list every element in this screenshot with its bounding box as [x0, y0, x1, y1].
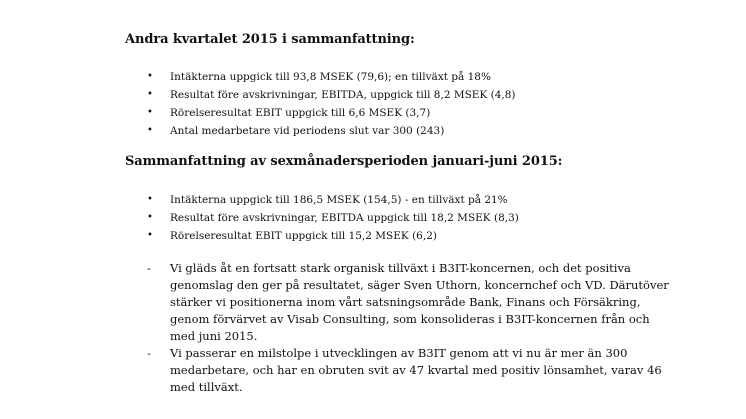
list-item-text: Rörelseresultat EBIT uppgick till 6,6 MSEK (3,7): [170, 107, 431, 119]
quote-list: [0, 260, 670, 396]
list-item-text: Antal medarbetare vid periodens slut var 300 (243): [170, 125, 445, 137]
section-heading-q2: Andra kvartalet 2015 i sammanfattning:: [125, 32, 415, 47]
quote-item: [0, 345, 670, 396]
bullet-icon: •: [147, 125, 153, 136]
list-item-text: Resultat före avskrivningar, EBITDA uppgick till 18,2 MSEK (8,3): [170, 212, 519, 224]
bullet-icon: •: [147, 194, 153, 205]
bullet-icon: •: [147, 212, 153, 223]
dash-marker: -: [147, 346, 151, 360]
dash-marker: -: [147, 261, 151, 275]
list-item-text: Intäkterna uppgick till 186,5 MSEK (154,5) - en tillväxt på 21%: [170, 194, 508, 206]
list-item-text: Resultat före avskrivningar, EBITDA, uppgick till 8,2 MSEK (4,8): [170, 89, 516, 101]
bullet-icon: •: [147, 71, 153, 82]
bullet-icon: •: [147, 89, 153, 100]
list-item-text: Intäkterna uppgick till 93,8 MSEK (79,6); en tillväxt på 18%: [170, 71, 491, 83]
section-heading-half-year: Sammanfattning av sexmånadersperioden januari-juni 2015:: [125, 154, 563, 169]
bullet-icon: •: [147, 230, 153, 241]
quote-item: [0, 260, 670, 345]
quote-text: Vi gläds åt en fortsatt stark organisk tillväxt i B3IT-koncernen, och det positiva genomslag den ger på resultatet, säger Sven Uthorn, koncernchef och VD. Därutöver stärker vi positionerna inom vårt satsningsområde Bank, Finans och Försäkring, genom förvärvet av Visab Consulting, som konsolideras i B3IT-koncernen från och med juni 2015.: [170, 261, 669, 343]
quote-text: Vi passerar en milstolpe i utvecklingen av B3IT genom att vi nu är mer än 300 medarbetare, och har en obruten svit av 47 kvartal med positiv lönsamhet, varav 46 med tillväxt.: [170, 346, 662, 394]
list-item-text: Rörelseresultat EBIT uppgick till 15,2 MSEK (6,2): [170, 230, 437, 242]
bullet-icon: •: [147, 107, 153, 118]
